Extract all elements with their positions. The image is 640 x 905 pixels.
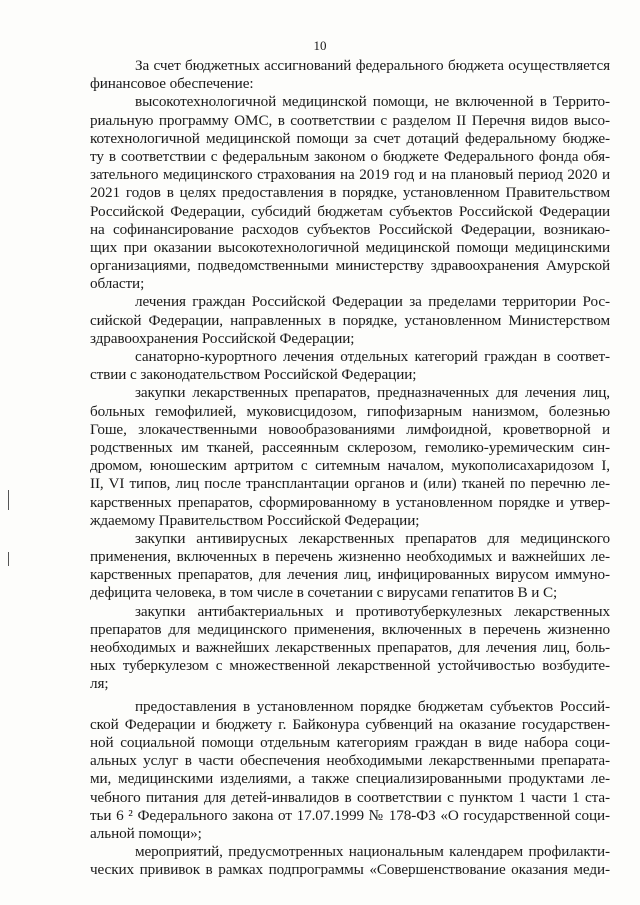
text-line: ной социальной помощи отдельным категориям граждан в виде набора соци- <box>90 733 610 751</box>
text-line: сийской Федерации, направленных в порядке, установленном Министерством <box>90 311 610 329</box>
text-line: дефицита человека, в том числе в сочетании с вирусами гепатитов В и С; <box>90 584 558 602</box>
text-line: карственных препаратов, для лечения лиц, инфицированных вирусом иммуно- <box>90 566 610 584</box>
text-line: ту в соответствии с федеральным законом о бюджете Федерального фонда обя- <box>90 147 610 165</box>
text-line: котехнологичной медицинской помощи за счет дотаций федеральному бюдже- <box>90 129 610 147</box>
text-line: тьи 6 ² Федерального закона от 17.07.1999 № 178-ФЗ «О государственной соци- <box>90 806 610 824</box>
text-line: необходимых и важнейших лекарственных препаратов, для лечения лиц, боль- <box>90 639 610 656</box>
text-line: предоставления в установленном порядке бюджетам субъектов Россий- <box>135 697 610 715</box>
text-line: ных туберкулезом с множественной лекарственной устойчивостью возбудите- <box>90 657 610 675</box>
text-line: ческих прививок в рамках подпрограммы «Совершенствование оказания меди- <box>90 861 610 879</box>
binding-mark <box>8 552 9 566</box>
page-number: 10 <box>313 38 327 53</box>
text-line: здравоохранения Российской Федерации; <box>90 329 355 347</box>
text-line: финансовое обеспечение: <box>90 75 254 93</box>
text-line: закупки лекарственных препаратов, предназначенных для лечения лиц, <box>135 384 610 402</box>
text-line: зательного медицинского страхования на 2019 год и на плановый период 2020 и <box>90 166 610 184</box>
text-line: родственных им тканей, рассеянным склерозом, гемолико-уремическим син- <box>90 438 610 456</box>
text-line: Гоше, злокачественными новообразованиями лимфоидной, кроветворной и <box>90 420 610 438</box>
text-line: чебного питания для детей-инвалидов в соответствии с пунктом 1 части 1 ста- <box>90 788 610 806</box>
text-line: применения, включенных в перечень жизненно необходимых и важнейших ле- <box>90 548 610 566</box>
text-line: ской Федерации и бюджету г. Байконура субвенций на оказание государствен- <box>90 715 610 733</box>
text-line: ствии с законодательством Российской Федерации; <box>90 366 417 384</box>
text-line: препаратов для медицинского применения, включенных в перечень жизненно <box>90 620 610 638</box>
text-line: лечения граждан Российской Федерации за пределами территории Рос- <box>135 293 610 311</box>
text-line: мероприятий, предусмотренных национальным календарем профилакти- <box>135 843 610 861</box>
text-line: ми, медицинскими изделиями, а также специализированными продуктами ле- <box>90 770 610 788</box>
text-line: больных гемофилией, муковисцидозом, гипофизарным нанизмом, болезнью <box>90 402 610 420</box>
text-line: высокотехнологичной медицинской помощи, не включенной в Террито- <box>135 93 610 111</box>
text-line: закупки антибактериальных и противотуберкулезных лекарственных <box>135 602 610 620</box>
text-line: организациями, подведомственными министерству здравоохранения Амурской <box>90 257 610 275</box>
text-line: на софинансирование расходов субъектов Российской Федерации, возникаю- <box>90 220 610 238</box>
text-line: закупки антивирусных лекарственных препаратов для медицинского <box>135 529 610 547</box>
text-line: 2021 годов в целях предоставления в порядке, установленном Правительством <box>90 184 610 202</box>
text-line: II, VI типов, лиц после трансплантации органов и (или) тканей по перечню ле- <box>90 475 610 493</box>
text-line: Российской Федерации, субсидий бюджетам субъектов Российской Федерации <box>90 202 610 220</box>
text-line: ля; <box>90 675 109 693</box>
text-line: За счет бюджетных ассигнований федерального бюджета осуществляется <box>135 57 610 74</box>
document-body <box>90 57 610 879</box>
text-line: санаторно-курортного лечения отдельных категорий граждан в соответ- <box>135 348 610 365</box>
text-line: ждаемому Правительством Российской Федерации; <box>90 511 420 529</box>
text-line: карственных препаратов, сформированному в установленном порядке и утвер- <box>90 493 610 511</box>
text-line: альных услуг в части обеспечения необходимыми лекарственными препарата- <box>90 752 610 770</box>
text-line: области; <box>90 275 145 293</box>
text-line: щих при оказании высокотехнологичной медицинской помощи медицинскими <box>90 238 610 256</box>
text-line: риальную программу ОМС, в соответствии с разделом II Перечня видов высо- <box>90 111 610 129</box>
text-line: альной помощи»; <box>90 824 202 842</box>
text-line: дромом, юношеским артритом с ситемным началом, мукополисахаридозом I, <box>90 457 610 475</box>
binding-mark <box>8 490 9 510</box>
